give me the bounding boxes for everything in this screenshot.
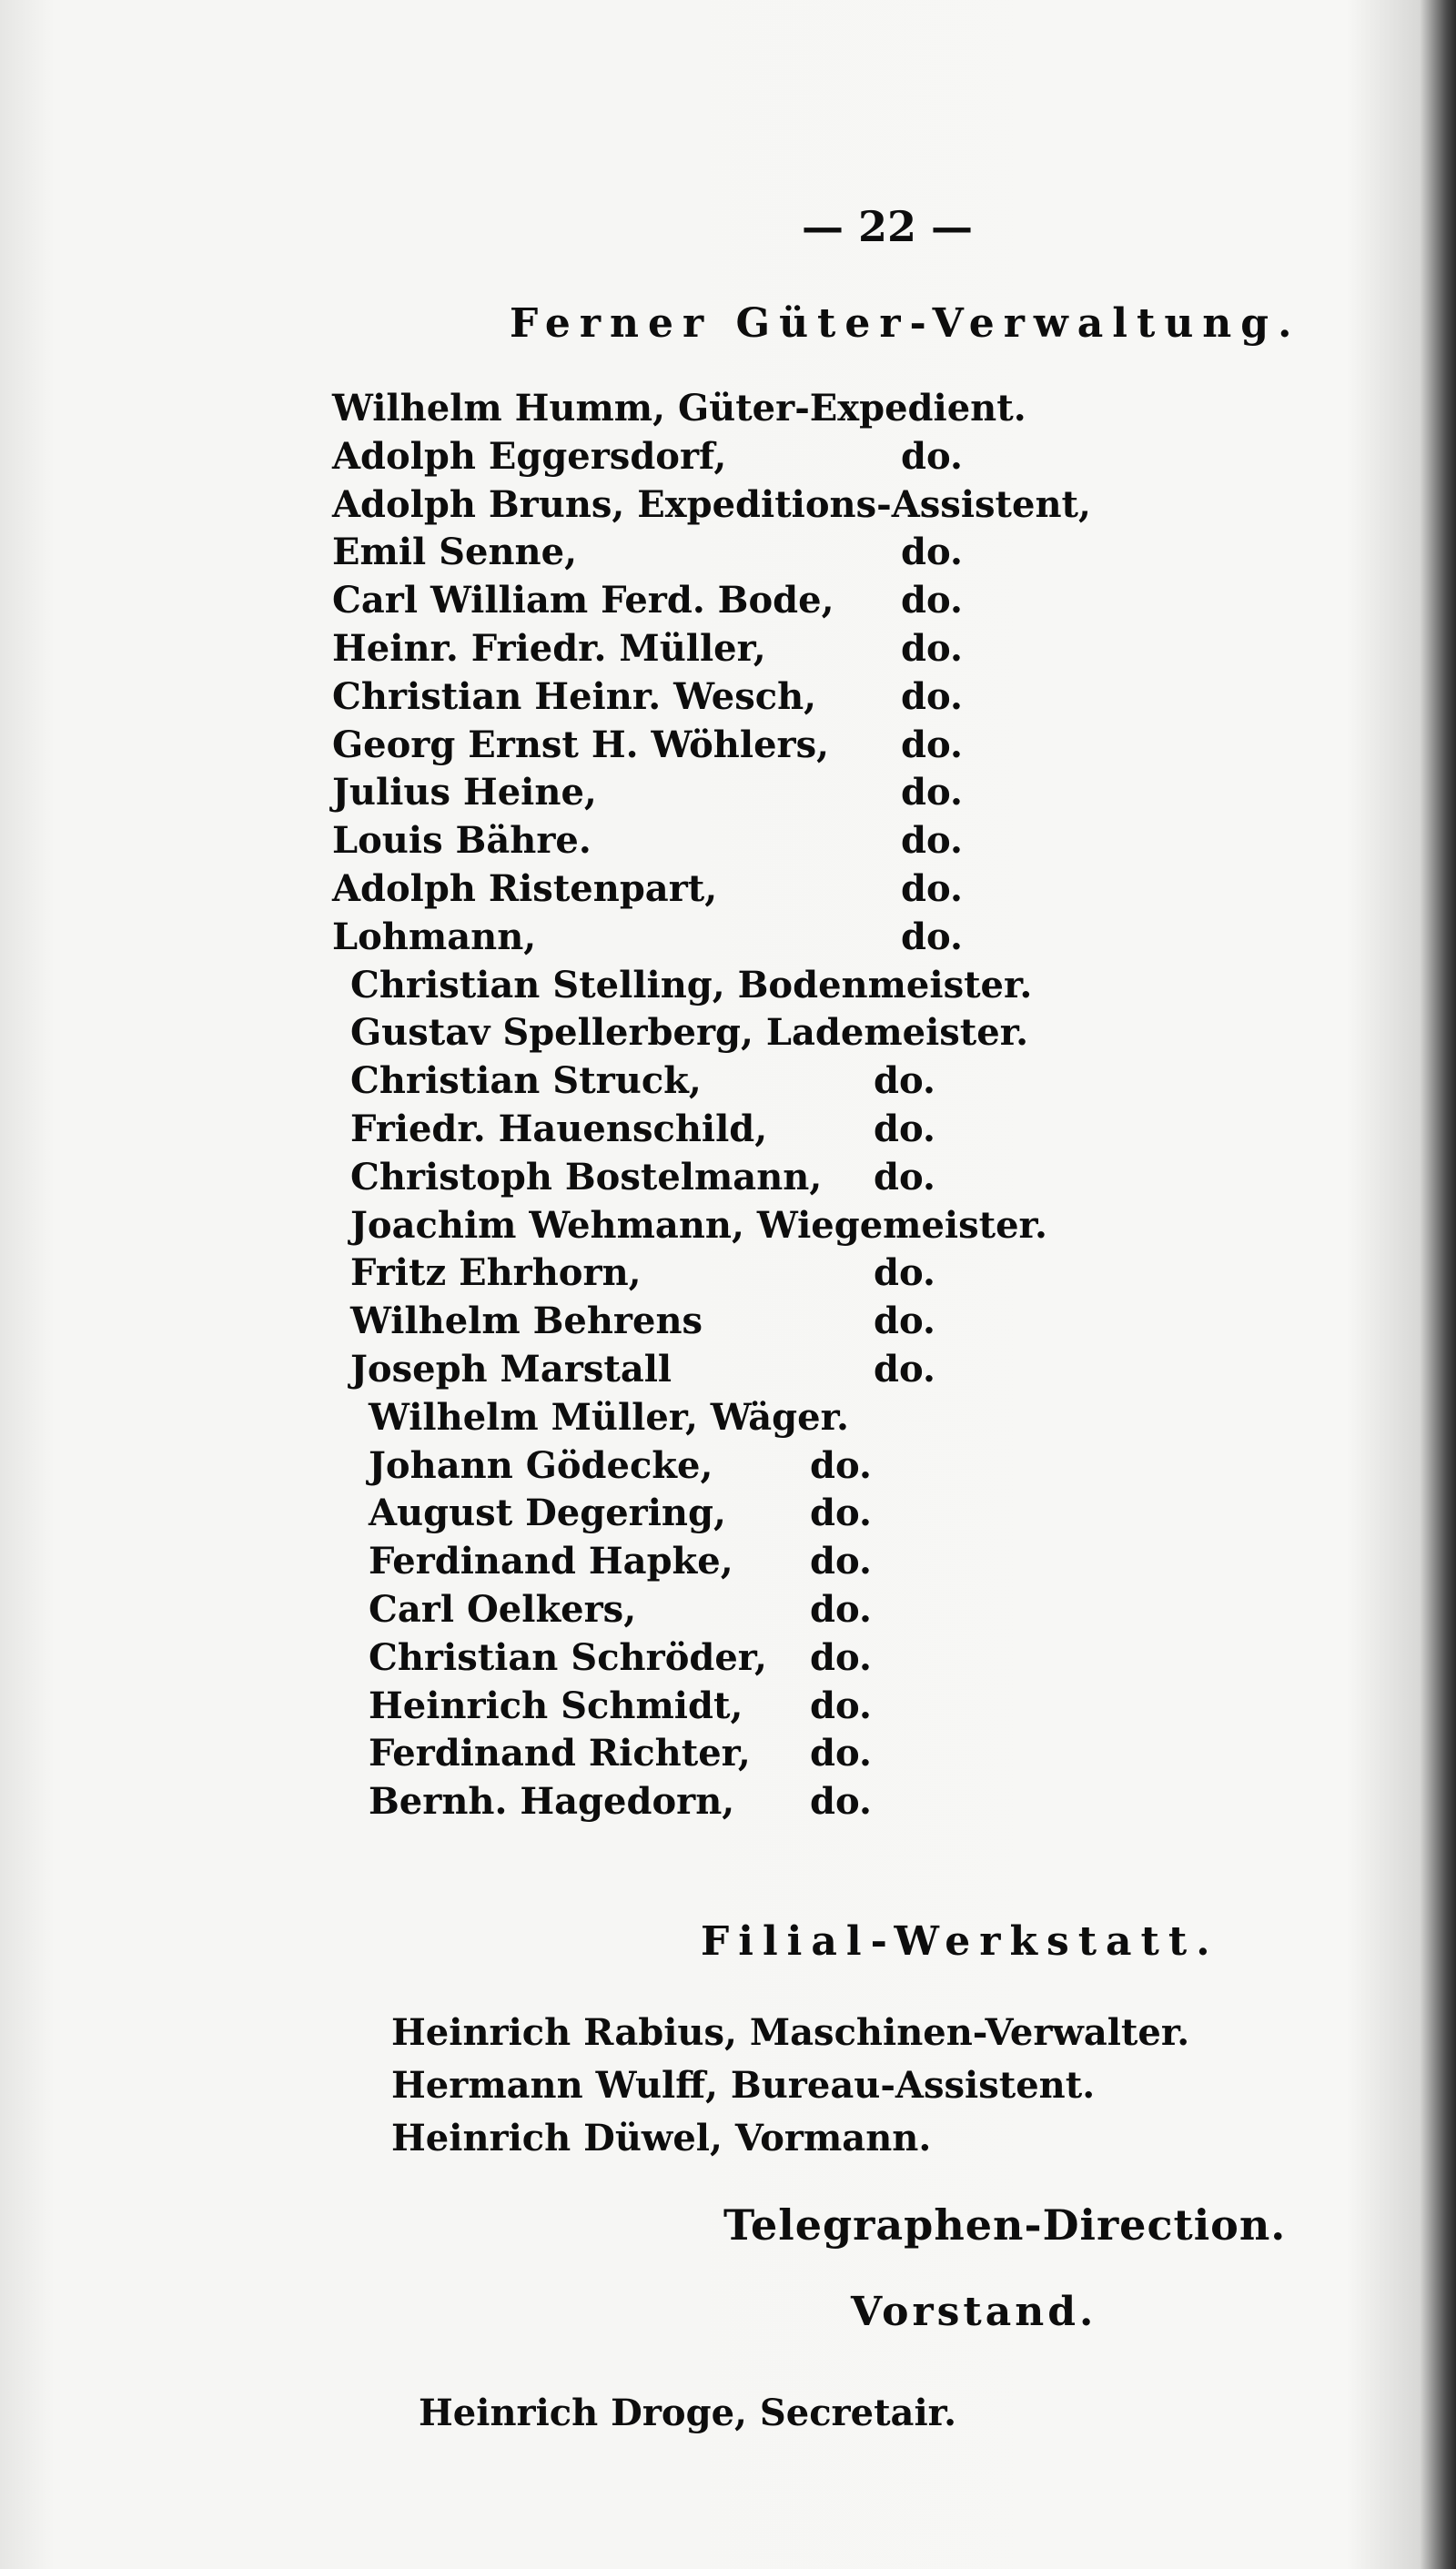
table-row bbox=[350, 964, 1032, 1006]
table-row bbox=[332, 915, 963, 958]
table-row bbox=[332, 531, 963, 573]
list-item: Heinrich Düwel, Vormann. bbox=[391, 2117, 932, 2159]
entry-name: Adolph Ristenpart, bbox=[332, 867, 718, 910]
page-number: — 22 — bbox=[801, 202, 974, 251]
entry-role: do. bbox=[810, 1492, 872, 1534]
entry-name: Louis Bähre. bbox=[332, 819, 592, 862]
entry-role: do. bbox=[874, 1348, 935, 1391]
entry-name: Friedr. Hauenschild, bbox=[350, 1108, 768, 1150]
entry-name: Heinr. Friedr. Müller, bbox=[332, 627, 766, 670]
entry-name: Heinrich Schmidt, bbox=[369, 1684, 743, 1727]
table-row bbox=[369, 1396, 849, 1439]
entry-name: Wilhelm Behrens bbox=[350, 1300, 703, 1342]
table-row bbox=[332, 579, 963, 622]
entry-role: do. bbox=[901, 723, 963, 766]
entry-role: do. bbox=[901, 675, 963, 718]
table-row bbox=[332, 387, 1026, 430]
table-row bbox=[369, 1684, 872, 1727]
entry-role: do. bbox=[810, 1636, 872, 1679]
entry-name: Fritz Ehrhorn, bbox=[350, 1251, 642, 1294]
entry-role: do. bbox=[901, 531, 963, 573]
entry-name: Christian Stelling, Bodenmeister. bbox=[350, 964, 1033, 1006]
table-row bbox=[332, 771, 963, 814]
table-row bbox=[332, 435, 963, 478]
entry-role: do. bbox=[874, 1156, 935, 1199]
entry-role: do. bbox=[901, 915, 963, 958]
entry-name: Lohmann, bbox=[332, 915, 537, 958]
entry-name: August Degering, bbox=[369, 1492, 726, 1534]
entry-role: do. bbox=[901, 435, 963, 478]
entry-name: Georg Ernst H. Wöhlers, bbox=[332, 723, 830, 766]
table-row bbox=[369, 1588, 872, 1631]
entry-name: Carl William Ferd. Bode, bbox=[332, 579, 834, 622]
table-row bbox=[369, 1780, 872, 1823]
entry-role: do. bbox=[901, 627, 963, 670]
entry-name: Emil Senne, bbox=[332, 531, 578, 573]
table-row bbox=[369, 1636, 872, 1679]
entry-name: Christian Struck, bbox=[350, 1059, 702, 1102]
table-row bbox=[350, 1251, 935, 1294]
table-row bbox=[350, 1011, 1028, 1054]
entry-name: Gustav Spellerberg, Lademeister. bbox=[350, 1011, 1029, 1054]
list-item: Hermann Wulff, Bureau-Assistent. bbox=[391, 2064, 1096, 2107]
entry-name: Ferdinand Richter, bbox=[369, 1732, 751, 1775]
entry-name: Christoph Bostelmann, bbox=[350, 1156, 823, 1199]
table-row bbox=[350, 1059, 935, 1102]
entry-role: do. bbox=[810, 1780, 872, 1823]
table-row bbox=[369, 1732, 872, 1775]
table-row bbox=[332, 819, 963, 862]
entry-role: do. bbox=[810, 1444, 872, 1487]
entry-name: Wilhelm Müller, Wäger. bbox=[369, 1396, 849, 1439]
entry-name: Adolph Bruns, Expeditions-Assistent, bbox=[332, 483, 1091, 526]
entry-role: do. bbox=[874, 1300, 935, 1342]
entry-name: Bernh. Hagedorn, bbox=[369, 1780, 735, 1823]
table-row bbox=[350, 1300, 935, 1342]
table-row bbox=[369, 1492, 872, 1534]
entry-role: do. bbox=[810, 1540, 872, 1583]
entry-name: Christian Schröder, bbox=[369, 1636, 767, 1679]
entry-name: Christian Heinr. Wesch, bbox=[332, 675, 817, 718]
table-row bbox=[332, 723, 963, 766]
table-row bbox=[369, 1444, 872, 1487]
entry-role: do. bbox=[810, 1684, 872, 1727]
section-title-telegraphen-direction: Telegraphen-Direction. bbox=[723, 2200, 1287, 2250]
table-row bbox=[350, 1108, 935, 1150]
table-row bbox=[332, 675, 963, 718]
table-row bbox=[350, 1204, 1047, 1247]
table-row bbox=[332, 867, 963, 910]
entry-name: Carl Oelkers, bbox=[369, 1588, 637, 1631]
table-row bbox=[350, 1156, 935, 1199]
entry-name: Wilhelm Humm, Güter-Expedient. bbox=[332, 387, 1026, 430]
entry-role: do. bbox=[874, 1059, 935, 1102]
entry-role: do. bbox=[901, 819, 963, 862]
table-row bbox=[332, 483, 1091, 526]
list-item: Heinrich Rabius, Maschinen-Verwalter. bbox=[391, 2011, 1190, 2054]
entry-role: do. bbox=[874, 1251, 935, 1294]
table-row bbox=[332, 627, 963, 670]
entry-name: Joachim Wehmann, Wiegemeister. bbox=[350, 1204, 1047, 1247]
section-title-gueter-verwaltung: Ferner Güter-Verwaltung. bbox=[510, 300, 1301, 347]
entry-role: do. bbox=[901, 579, 963, 622]
entry-name: Julius Heine, bbox=[332, 771, 597, 814]
list-item: Heinrich Droge, Secretair. bbox=[419, 2392, 956, 2434]
entry-name: Ferdinand Hapke, bbox=[369, 1540, 733, 1583]
entry-name: Johann Gödecke, bbox=[369, 1444, 713, 1487]
section-subtitle-vorstand: Vorstand. bbox=[851, 2289, 1097, 2335]
table-row bbox=[350, 1348, 935, 1391]
table-row bbox=[369, 1540, 872, 1583]
entry-role: do. bbox=[810, 1732, 872, 1775]
entry-role: do. bbox=[901, 867, 963, 910]
entry-name: Joseph Marstall bbox=[350, 1348, 672, 1391]
entry-role: do. bbox=[810, 1588, 872, 1631]
entry-role: do. bbox=[874, 1108, 935, 1150]
section-title-filial-werkstatt: Filial-Werkstatt. bbox=[701, 1918, 1219, 1965]
entry-role: do. bbox=[901, 771, 963, 814]
entry-name: Adolph Eggersdorf, bbox=[332, 435, 727, 478]
